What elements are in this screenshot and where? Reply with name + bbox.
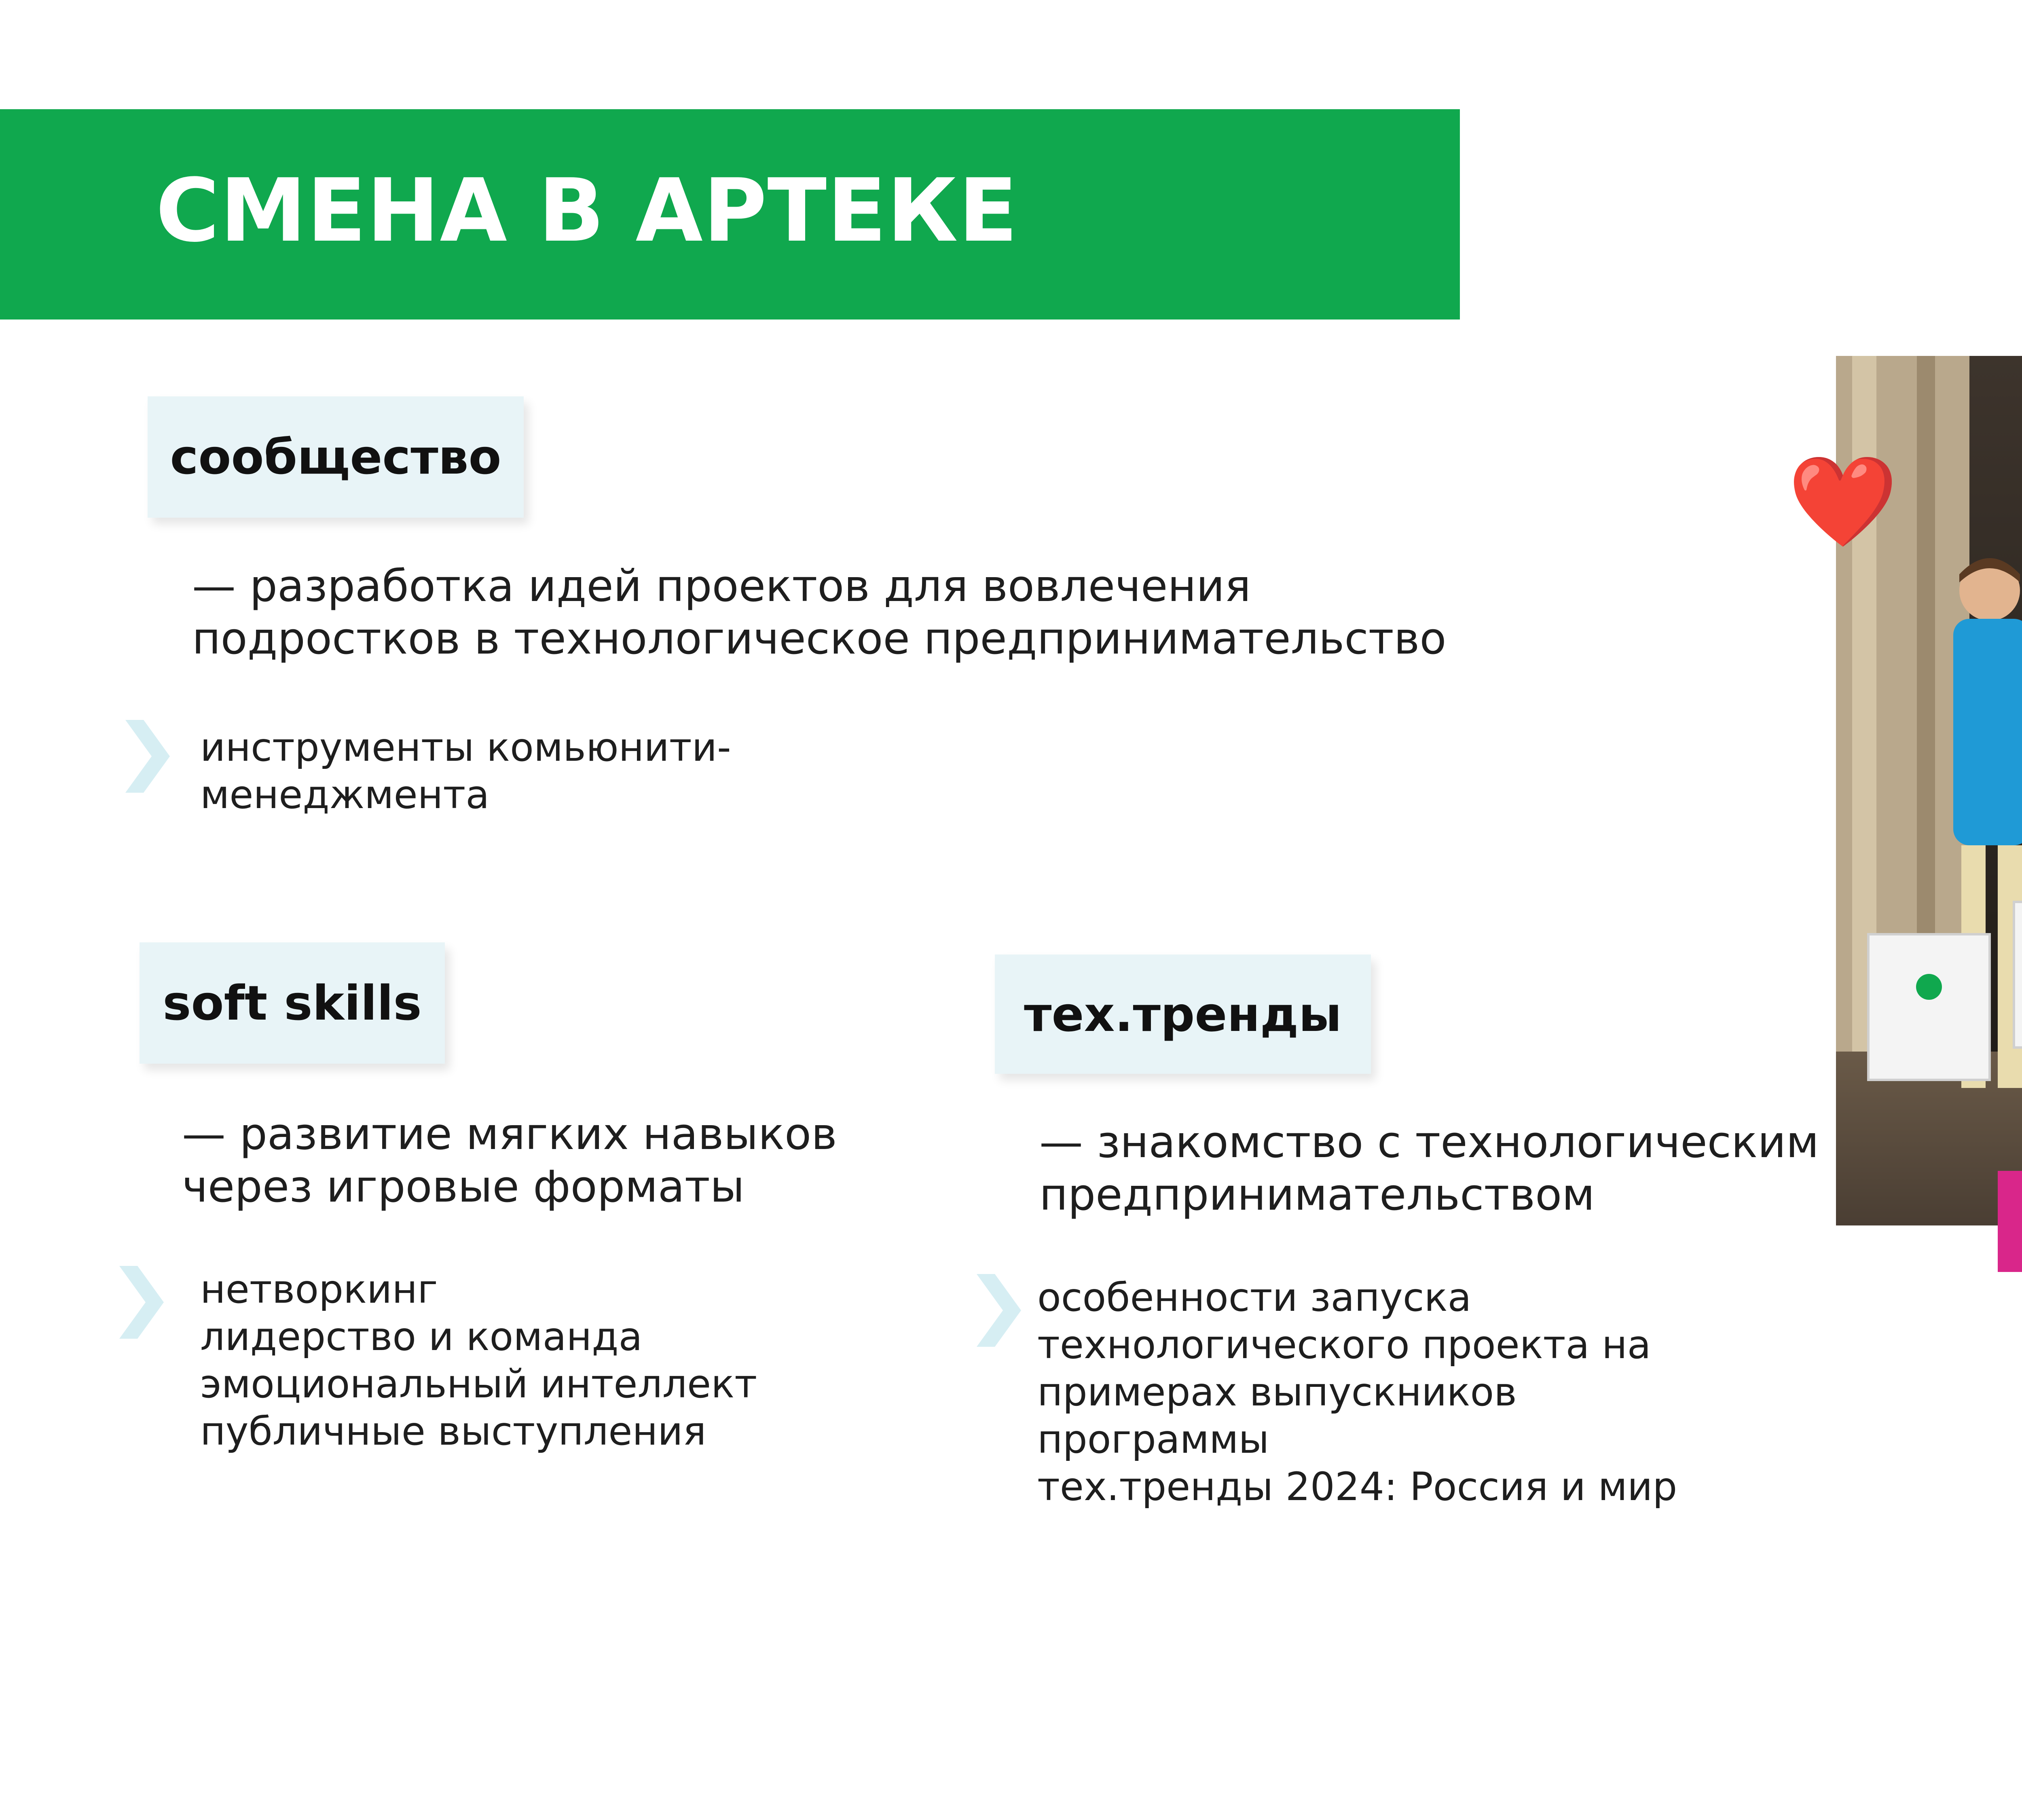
community-description — [192, 560, 1446, 665]
chevron-icon — [125, 720, 170, 793]
list-item: менеджмента — [200, 772, 490, 817]
community-items — [200, 724, 731, 819]
list-item: эмоциональный интеллект — [200, 1361, 757, 1407]
tag-community: сообщество — [148, 396, 524, 518]
chevron-icon — [119, 1266, 164, 1339]
soft-skills-items — [200, 1266, 757, 1455]
soft-skills-description — [182, 1108, 837, 1213]
list-item: тех.тренды 2024: Россия и мир — [1037, 1464, 1677, 1509]
tech-trends-desc-line2: предпринимательством — [1039, 1170, 1595, 1220]
key-events-label — [1998, 1171, 2022, 1272]
list-item: нетворкинг — [200, 1267, 438, 1312]
soft-skills-desc-line2: через игровые форматы — [182, 1162, 745, 1212]
tech-trends-desc-line1: — знакомство с технологическим — [1039, 1117, 1819, 1168]
page-title: СМЕНА В АРТЕКЕ — [156, 160, 1018, 261]
heart-icon: ❤️ — [1787, 450, 1898, 553]
list-item: инструменты комьюнити- — [200, 725, 731, 770]
list-item: программы — [1037, 1417, 1269, 1462]
soft-skills-desc-line1: — развитие мягких навыков — [182, 1109, 837, 1160]
tech-trends-description — [1039, 1116, 1819, 1221]
list-item: лидерство и команда — [200, 1314, 643, 1359]
tag-tech-trends: тех.тренды — [995, 954, 1371, 1074]
list-item: технологического проекта на — [1037, 1322, 1651, 1367]
community-desc-line2: подростков в технологическое предпринимательство — [192, 614, 1447, 664]
tag-soft-skills: soft skills — [140, 942, 445, 1064]
list-item: публичные выступления — [200, 1409, 706, 1454]
chevron-icon — [977, 1274, 1021, 1347]
list-item: особенности запуска — [1037, 1275, 1472, 1320]
list-item: примерах выпускников — [1037, 1369, 1517, 1415]
tech-trends-items — [1037, 1274, 1677, 1511]
community-desc-line1: — разработка идей проектов для вовлечения — [192, 561, 1251, 612]
